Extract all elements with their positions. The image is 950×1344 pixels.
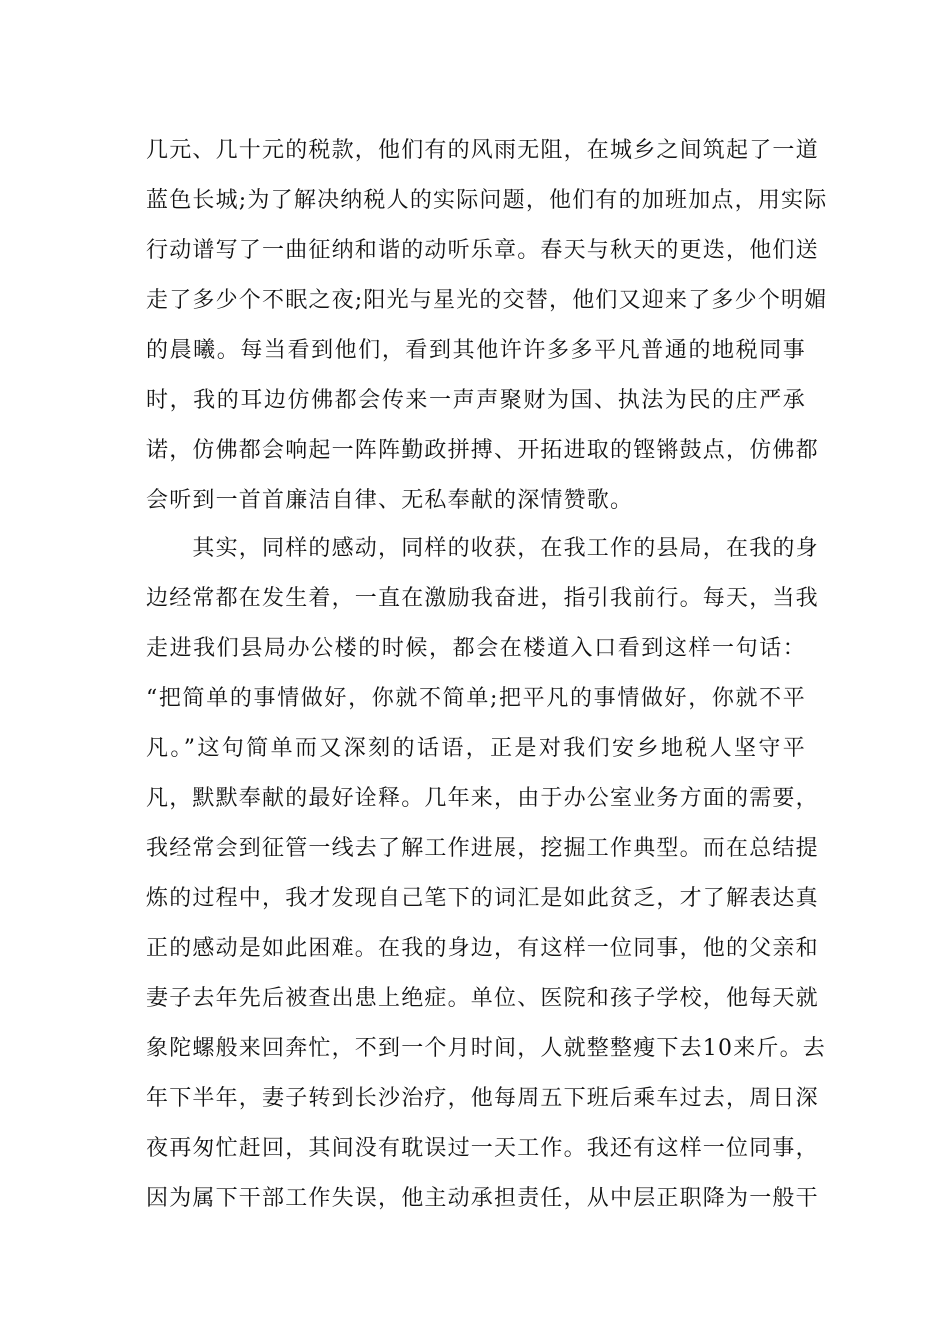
text-line: 诺，仿佛都会响起一阵阵勤政拼搏、开拓进取的铿锵鼓点，仿佛都 [146, 438, 819, 463]
text-line: 正的感动是如此困难。在我的身边，有这样一位同事，他的父亲和 [146, 936, 819, 961]
text-line: 时，我的耳边仿佛都会传来一声声聚财为国、执法为民的庄严承 [146, 388, 806, 413]
text-line: “把简单的事情做好，你就不简单;把平凡的事情做好，你就不平 [146, 686, 806, 711]
text-line: 走进我们县局办公楼的时候，都会在楼道入口看到这样一句话： [146, 636, 806, 661]
text-line: 的晨曦。每当看到他们，看到其他许许多多平凡普通的地税同事 [146, 338, 806, 363]
text-line: 因为属下干部工作失误，他主动承担责任，从中层正职降为一般干 [146, 1186, 819, 1211]
text-line: 走了多少个不眠之夜;阳光与星光的交替，他们又迎来了多少个明媚 [146, 288, 828, 313]
paragraph-2 [146, 524, 826, 1224]
text-line: 蓝色长城;为了解决纳税人的实际问题，他们有的加班加点，用实际 [146, 188, 828, 213]
text-line: 几元、几十元的税款，他们有的风雨无阻，在城乡之间筑起了一道 [146, 138, 819, 163]
text-line: 象陀螺般来回奔忙，不到一个月时间，人就整整瘦下去10来斤。去 [146, 1036, 826, 1061]
text-line: 我经常会到征管一线去了解工作进展，挖掘工作典型。而在总结提 [146, 836, 819, 861]
text-line: 其实，同样的感动，同样的收获，在我工作的县局，在我的身 [146, 536, 819, 561]
text-line: 年下半年，妻子转到长沙治疗，他每周五下班后乘车过去，周日深 [146, 1086, 819, 1111]
text-line: 凡，默默奉献的最好诠释。几年来，由于办公室业务方面的需要， [146, 786, 819, 811]
text-line: 凡。”这句简单而又深刻的话语，正是对我们安乡地税人坚守平 [146, 736, 806, 761]
text-line: 炼的过程中，我才发现自己笔下的词汇是如此贫乏，才了解表达真 [146, 886, 819, 911]
text-line: 夜再匆忙赶回，其间没有耽误过一天工作。我还有这样一位同事， [146, 1136, 819, 1161]
text-line: 妻子去年先后被查出患上绝症。单位、医院和孩子学校，他每天就 [146, 986, 819, 1011]
text-line: 行动谱写了一曲征纳和谐的动听乐章。春天与秋天的更迭，他们送 [146, 238, 819, 263]
paragraph-1 [146, 126, 828, 526]
text-line: 会听到一首首廉洁自律、无私奉献的深情赞歌。 [146, 488, 634, 513]
text-line: 边经常都在发生着，一直在激励我奋进，指引我前行。每天，当我 [146, 586, 819, 611]
